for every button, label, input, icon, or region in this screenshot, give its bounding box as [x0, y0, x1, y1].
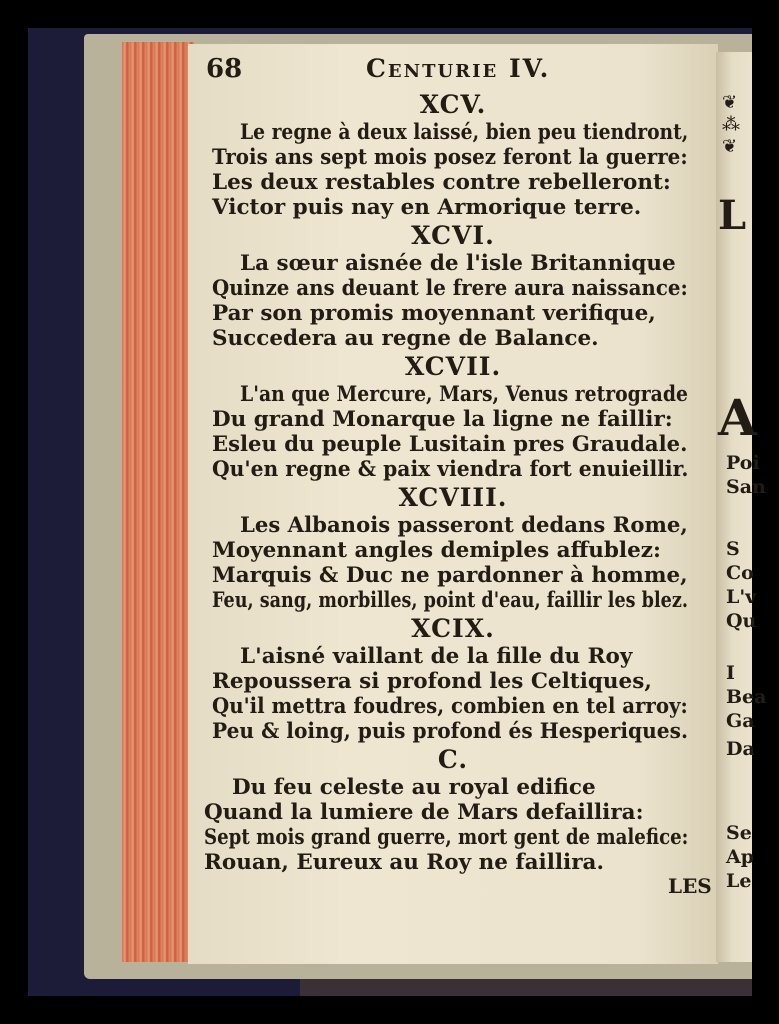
- verse-line: Quand la lumiere de Mars defaillira:: [204, 800, 644, 825]
- facing-fragment: Poi: [726, 452, 760, 474]
- verse-line: Par son promis moyennant verifique,: [212, 301, 656, 326]
- quatrain-numeral: XCV.: [419, 90, 487, 119]
- facing-fragment: S: [726, 538, 740, 560]
- verse-line: Marquis & Duc ne pardonner à homme,: [212, 563, 688, 588]
- facing-fragment: Le: [726, 870, 752, 892]
- drop-initial-mid: A: [718, 388, 757, 447]
- verse-line: Trois ans sept mois posez feront la guerre:: [212, 145, 688, 170]
- verse-line: Les deux restables contre rebelleront:: [212, 170, 671, 195]
- facing-fragment: Se: [726, 822, 752, 844]
- facing-page: [716, 52, 767, 962]
- catchword: LES: [668, 874, 712, 898]
- facing-fragment: Bea: [726, 686, 767, 708]
- verse-line: La sœur aisnée de l'isle Britannique: [240, 251, 676, 276]
- running-head: Centurie IV.: [366, 54, 551, 83]
- red-page-edges: [122, 42, 194, 962]
- verse-line: L'an que Mercure, Mars, Venus retrograde: [240, 382, 688, 407]
- verse-line: Du feu celeste au royal edifice: [232, 775, 596, 800]
- facing-fragment: Co: [726, 562, 754, 584]
- verse-line: Qu'il mettra foudres, combien en tel arroy:: [212, 694, 688, 719]
- facing-fragment: Qu: [726, 610, 757, 632]
- verse-line: L'aisné vaillant de la fille du Roy: [240, 644, 633, 669]
- verse-line: Sept mois grand guerre, mort gent de malefice:: [204, 825, 689, 850]
- verse-line: Esleu du peuple Lusitain pres Graudale.: [212, 432, 688, 457]
- facing-fragment: Da: [726, 738, 755, 760]
- facing-fragment: Ga: [726, 710, 755, 732]
- facing-fragment: I: [726, 662, 735, 684]
- verse-line: Peu & loing, puis profond és Hesperiques.: [212, 719, 688, 744]
- verse-line: Qu'en regne & paix viendra fort enuieillir.: [212, 457, 689, 482]
- facing-fragment: San: [726, 476, 766, 498]
- verse-line: Feu, sang, morbilles, point d'eau, faillir les blez.: [212, 588, 688, 613]
- quatrain-numeral: XCVIII.: [398, 483, 508, 512]
- book-page: [188, 44, 718, 964]
- verse-line: Quinze ans deuant le frere aura naissance:: [212, 276, 688, 301]
- facing-fragment: L'v: [726, 586, 757, 608]
- verse-line: Moyennant angles demiples affublez:: [212, 538, 661, 563]
- ornament-icon: ❦ ⁂ ❦: [722, 92, 740, 157]
- quatrain-numeral: C.: [437, 745, 469, 774]
- page-number: 68: [206, 54, 243, 84]
- quatrain-numeral: XCIX.: [411, 614, 495, 643]
- verse-line: Rouan, Eureux au Roy ne faillira.: [204, 850, 604, 875]
- verse-line: Victor puis nay en Armorique terre.: [212, 195, 642, 220]
- verse-line: Le regne à deux laissé, bien peu tiendront,: [240, 120, 689, 145]
- facing-fragment: Ap: [726, 846, 755, 868]
- verse-line: Repoussera si profond les Celtiques,: [212, 669, 652, 694]
- verse-line: Du grand Monarque la ligne ne faillir:: [212, 407, 673, 432]
- quatrain-numeral: XCVII.: [404, 352, 502, 381]
- verse-line: Les Albanois passeront dedans Rome,: [240, 513, 688, 538]
- drop-initial-top: L: [718, 192, 747, 239]
- quatrain-numeral: XCVI.: [411, 221, 495, 250]
- verse-line: Succedera au regne de Balance.: [212, 326, 599, 351]
